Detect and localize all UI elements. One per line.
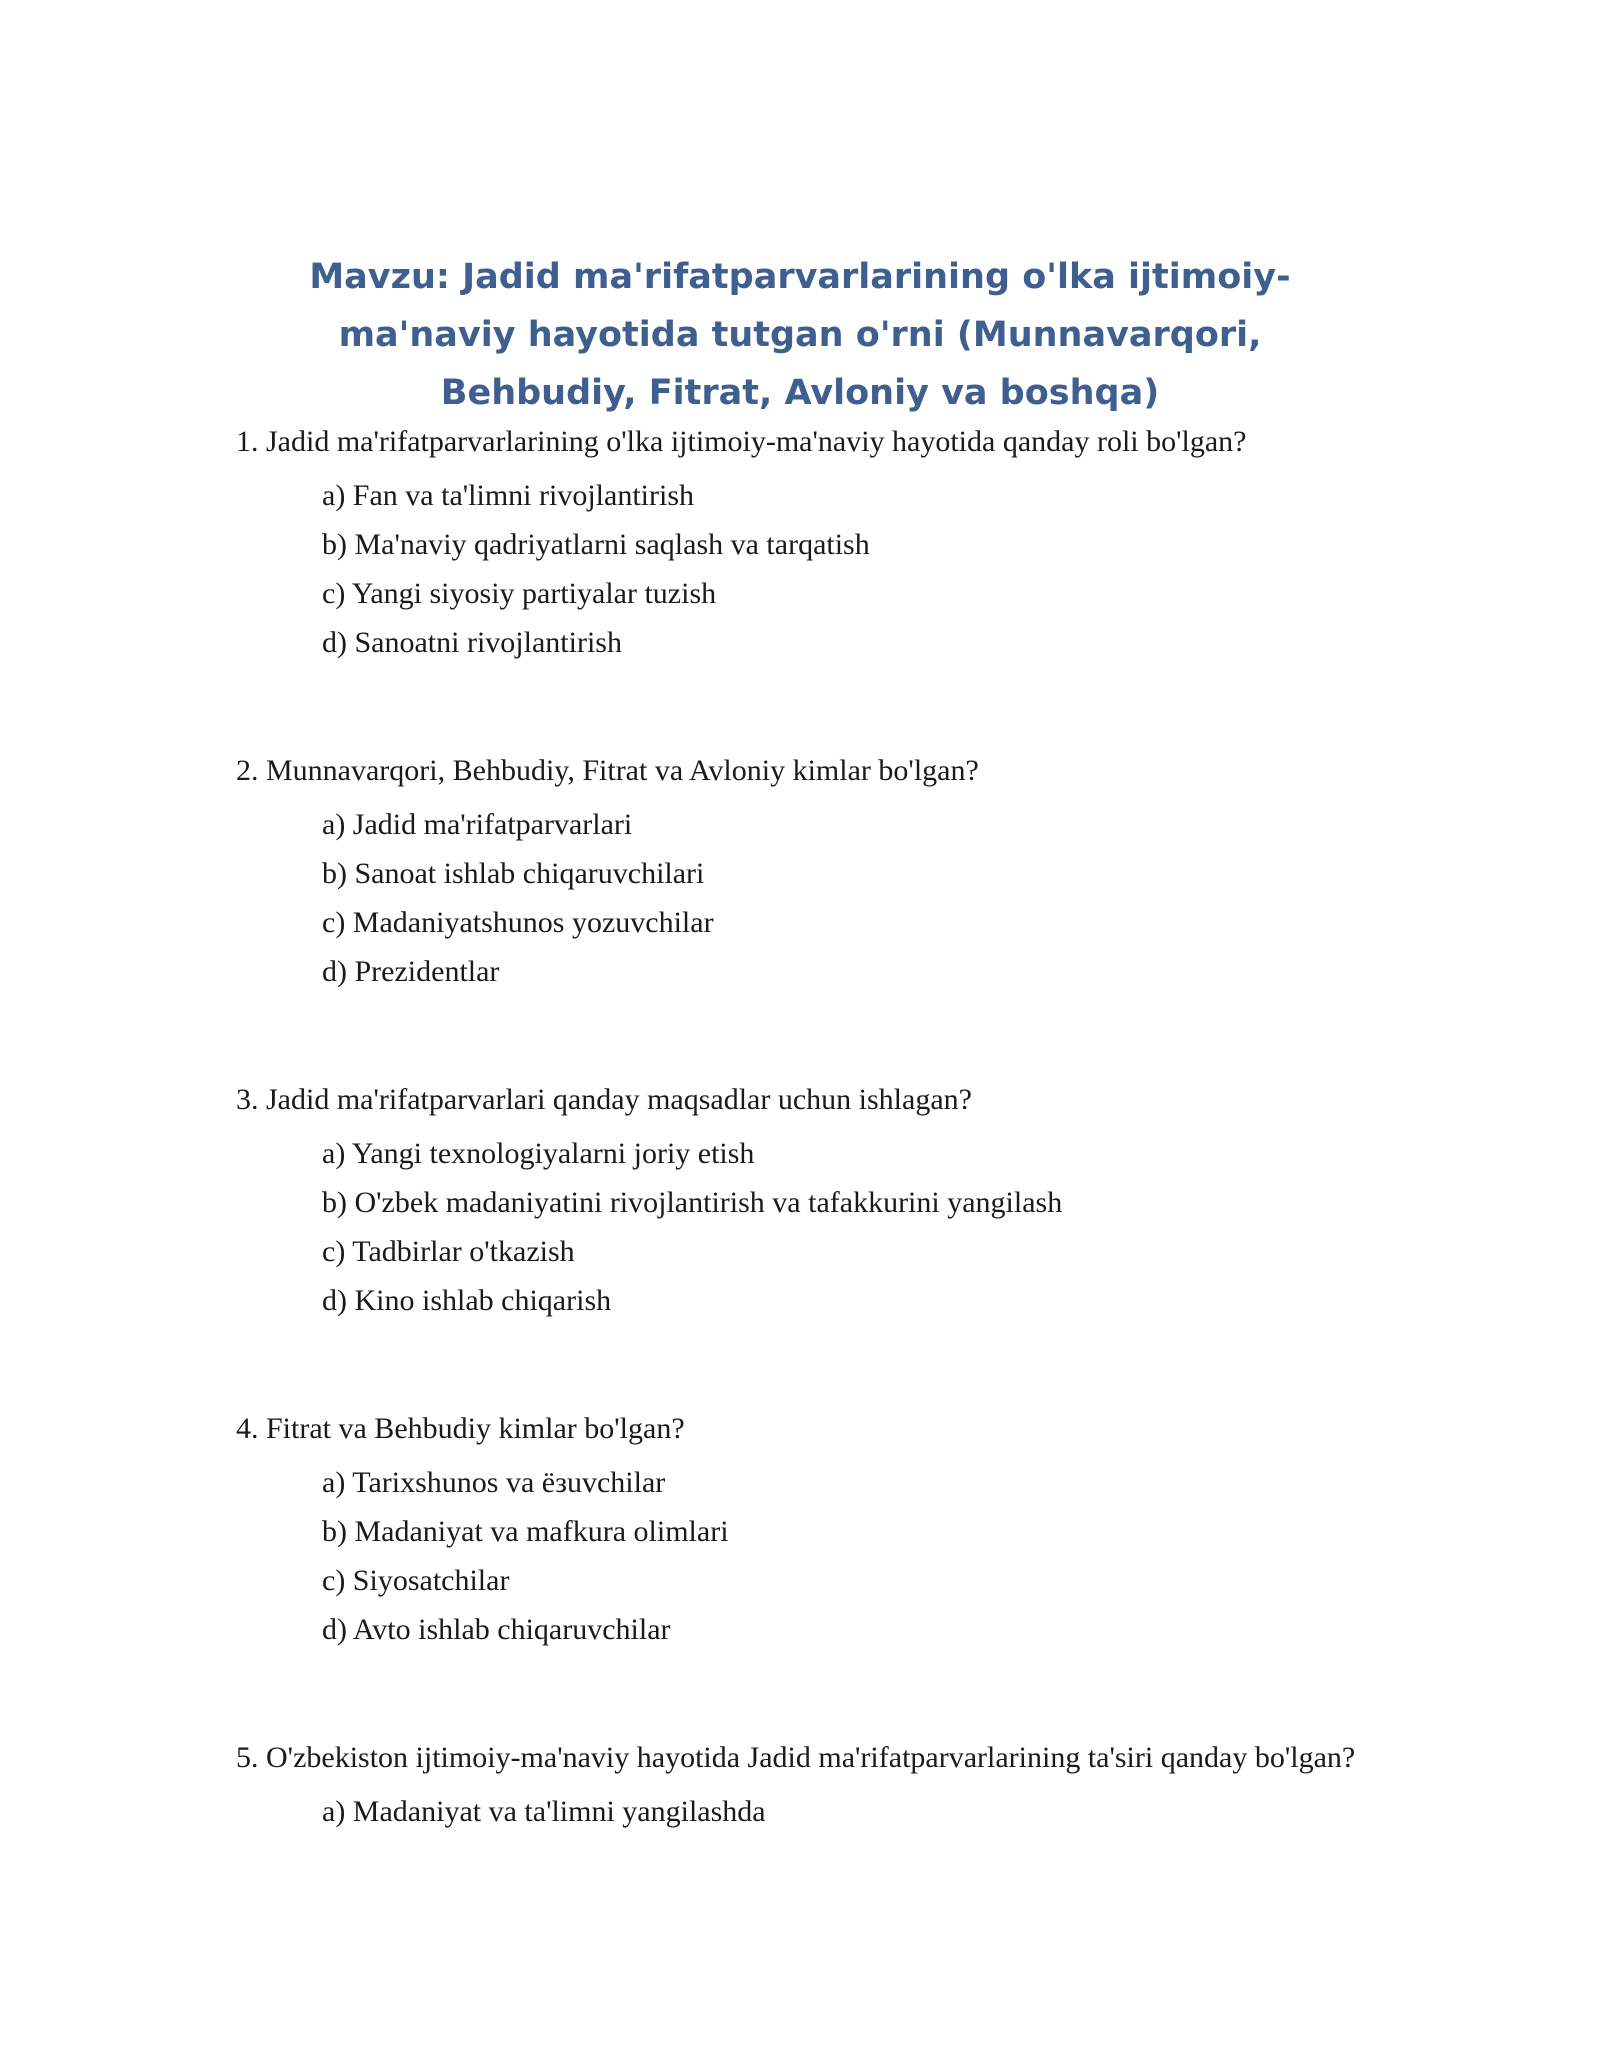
question-text: 5. O'zbekiston ijtimoiy-ma'naviy hayotida Jadid ma'rifatparvarlarining ta'siri qanday bo'lgan? bbox=[236, 1741, 1356, 1774]
answer-option: c) Tadbirlar o'tkazish bbox=[322, 1235, 575, 1268]
answer-option: c) Yangi siyosiy partiyalar tuzish bbox=[322, 577, 717, 610]
question-1 bbox=[236, 420, 1364, 667]
answer-option: a) Yangi texnologiyalarni joriy etish bbox=[322, 1137, 755, 1170]
answer-option: b) Madaniyat va mafkura olimlari bbox=[322, 1515, 729, 1548]
question-3 bbox=[236, 1078, 1364, 1325]
answer-option: d) Sanoatni rivojlantirish bbox=[322, 626, 622, 659]
answer-option: d) Prezidentlar bbox=[322, 955, 500, 988]
answer-option: a) Madaniyat va ta'limni yangilashda bbox=[322, 1795, 766, 1828]
answer-option: b) Ma'naviy qadriyatlarni saqlash va tarqatish bbox=[322, 528, 870, 561]
question-text: 2. Munnavarqori, Behbudiy, Fitrat va Avloniy kimlar bo'lgan? bbox=[236, 754, 979, 787]
answer-option: c) Madaniyatshunos yozuvchilar bbox=[322, 906, 714, 939]
question-4 bbox=[236, 1407, 1364, 1654]
answer-option: a) Tarixshunos va ёзuvchilar bbox=[322, 1466, 666, 1499]
answer-options bbox=[236, 1129, 1364, 1325]
page-title: Mavzu: Jadid ma'rifatparvarlarining o'lka ijtimoiy-ma'naviy hayotida tutgan o'rni (Munnavarqori, Behbudiy, Fitrat, Avloniy va boshqa) bbox=[309, 257, 1291, 413]
answer-options bbox=[236, 800, 1364, 996]
answer-option: d) Kino ishlab chiqarish bbox=[322, 1284, 612, 1317]
answer-option: d) Avto ishlab chiqaruvchilar bbox=[322, 1613, 671, 1646]
answer-option: c) Siyosatchilar bbox=[322, 1564, 510, 1597]
question-text: 4. Fitrat va Behbudiy kimlar bo'lgan? bbox=[236, 1412, 685, 1445]
answer-options bbox=[236, 1787, 1364, 1836]
question-list bbox=[236, 420, 1364, 1918]
answer-options bbox=[236, 471, 1364, 667]
answer-option: b) Sanoat ishlab chiqaruvchilari bbox=[322, 857, 705, 890]
question-5 bbox=[236, 1736, 1364, 1836]
answer-options bbox=[236, 1458, 1364, 1654]
question-2 bbox=[236, 749, 1364, 996]
answer-option: b) O'zbek madaniyatini rivojlantirish va tafakkurini yangilash bbox=[322, 1186, 1063, 1219]
question-text: 1. Jadid ma'rifatparvarlarining o'lka ijtimoiy-ma'naviy hayotida qanday roli bo'lgan? bbox=[236, 425, 1247, 458]
answer-option: a) Fan va ta'limni rivojlantirish bbox=[322, 479, 694, 512]
answer-option: a) Jadid ma'rifatparvarlari bbox=[322, 808, 633, 841]
question-text: 3. Jadid ma'rifatparvarlari qanday maqsadlar uchun ishlagan? bbox=[236, 1083, 972, 1116]
